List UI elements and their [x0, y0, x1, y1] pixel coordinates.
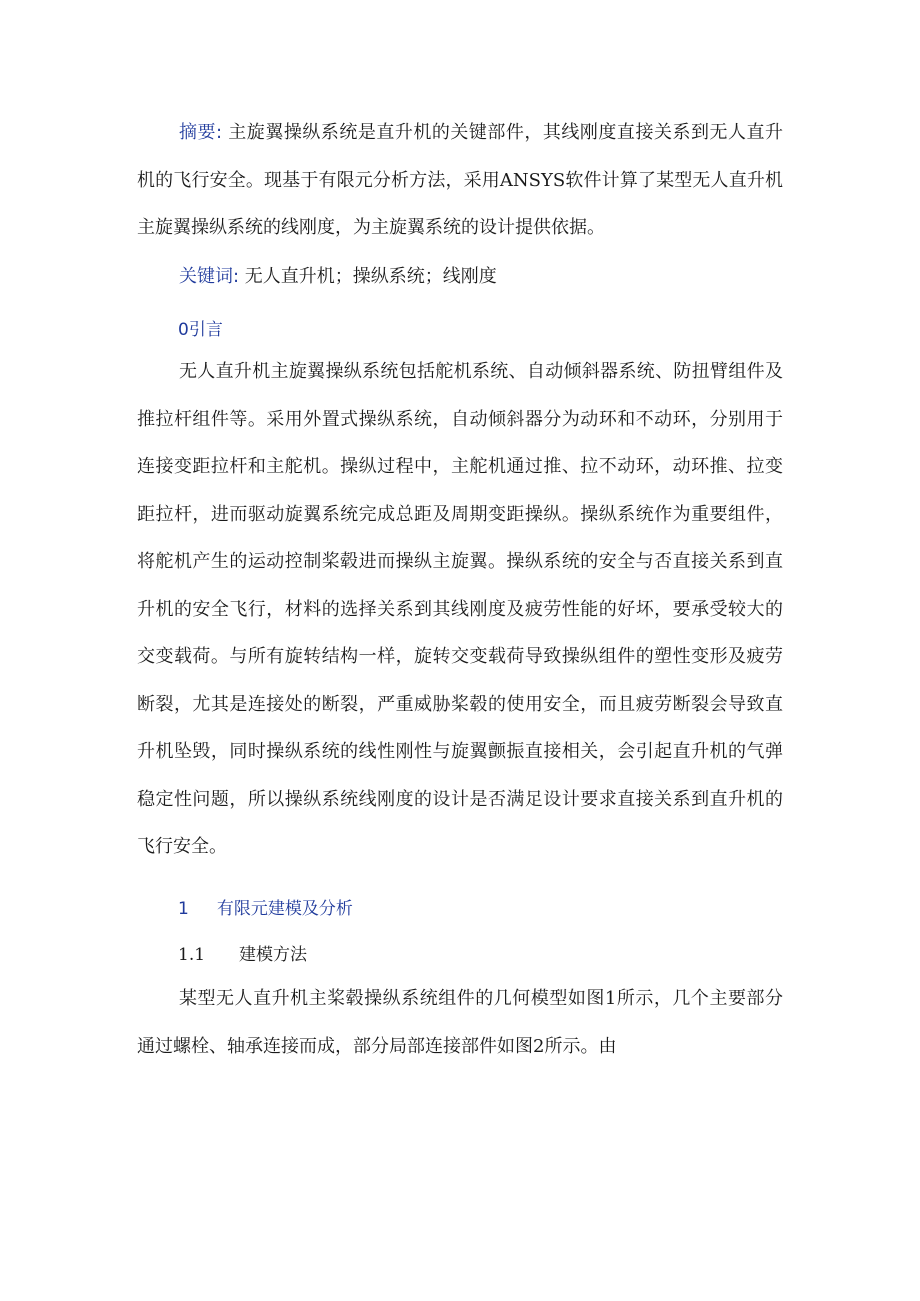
- section-1-title: 有限元建模及分析: [216, 899, 353, 919]
- section-1-number: 1: [178, 899, 189, 919]
- section-1-1-title: 建模方法: [239, 945, 308, 965]
- intro-paragraph: 无人直升机主旋翼操纵系统包括舵机系统、自动倾斜器系统、防扭臂组件及推拉杆组件等。采用外置式操纵系统，自动倾斜器分为动环和不动环，分别用于连接变距拉杆和主舵机。操纵过程中，主舵机通过推、拉不动环，动环推、拉变距拉杆，进而驱动旋翼系统完成总距及周期变距操纵。操纵系统作为重要组件，将舵机产生的运动控制桨毂进而操纵主旋翼。操纵系统的安全与否直接关系到直升机的安全飞行，材料的选择关系到其线刚度及疲劳性能的好坏，要承受较大的交变载荷。与所有旋转结构一样，旋转交变载荷导致操纵组件的塑性变形及疲劳断裂，尤其是连接处的断裂，严重威胁桨毂的使用安全，而且疲劳断裂会导致直升机坠毁，同时操纵系统的线性刚性与旋翼颤振直接相关，会引起直升机的气弹稳定性问题，所以操纵系统线刚度的设计是否满足设计要求直接关系到直升机的飞行安全。: [137, 361, 783, 857]
- section-1-1-number: 1.1: [178, 945, 206, 965]
- abstract-text: 主旋翼操纵系统是直升机的关键部件，其线刚度直接关系到无人直升机的飞行安全。现基于有限元分析方法，采用ANSYS软件计算了某型无人直升机主旋翼操纵系统的线刚度，为主旋翼系统的设计提供依据。: [137, 122, 783, 238]
- keywords-paragraph: [137, 253, 783, 301]
- abstract-label: 摘要:: [179, 122, 223, 143]
- keywords-label: 关键词:: [179, 266, 240, 287]
- keywords-text: 无人直升机；操纵系统；线刚度: [239, 266, 497, 287]
- section-1-heading: [178, 894, 353, 919]
- abstract-paragraph: [137, 109, 783, 252]
- section-1-1-paragraph: 某型无人直升机主桨毂操纵系统组件的几何模型如图1所示，几个主要部分通过螺栓、轴承连接而成，部分局部连接部件如图2所示。由: [137, 988, 783, 1057]
- intro-heading: 0引言: [178, 320, 223, 340]
- section-1-1-heading: [178, 940, 307, 965]
